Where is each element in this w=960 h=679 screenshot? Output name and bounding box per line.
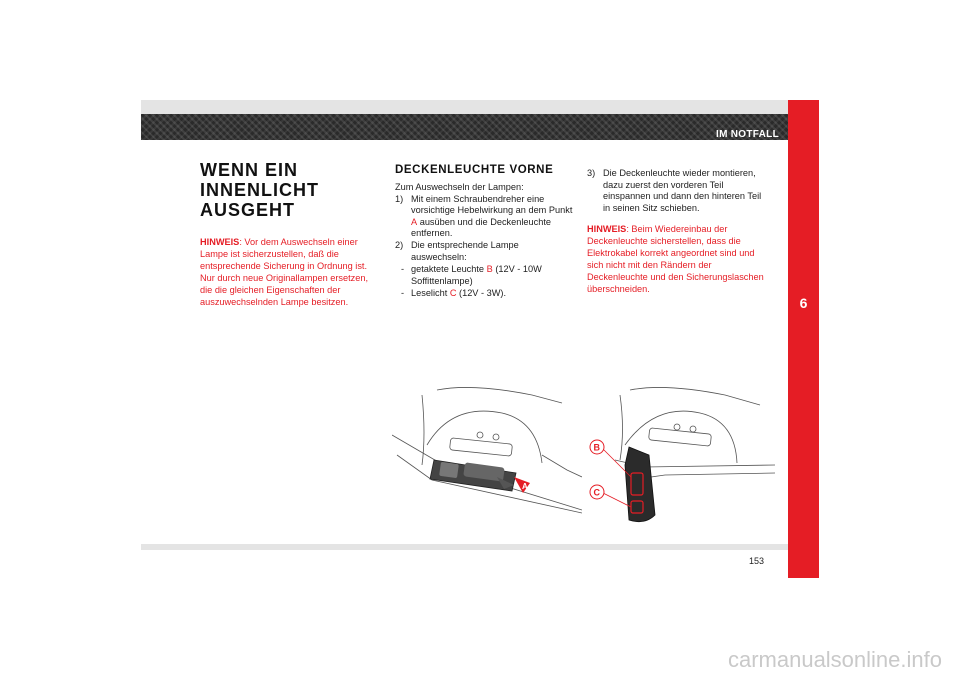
page-number: 153 xyxy=(748,556,764,566)
chapter-side-tab xyxy=(788,100,819,578)
step-text: Die entsprechende Lampe auswechseln: xyxy=(411,239,519,262)
ref-label-a: A xyxy=(411,216,418,227)
note-text: : Beim Wiedereinbau der Deckenleuchte sicherstellen, dass die Elektrokabel korrekt angeordnet sind und sich nicht mit den Rändern der Deckenleuchte und den Sicherungslaschen überschneiden. xyxy=(587,224,764,294)
note-label: HINWEIS xyxy=(200,237,240,247)
step-text: Die Deckenleuchte wieder montieren, dazu zuerst den vorderen Teil einspannen und dann den hinteren Teil in seinen Sitz schieben. xyxy=(603,168,762,213)
step-text: ausüben und die Deckenleuchte entfernen. xyxy=(411,216,551,239)
sub-text: getaktete Leuchte xyxy=(411,264,485,275)
dash: - xyxy=(401,288,405,299)
sub-text: (12V - 10W Soffittenlampe) xyxy=(411,264,542,286)
figure-lamp-removal xyxy=(392,385,582,520)
title-line-1: WENN EIN xyxy=(200,160,298,180)
step-text: Mit einem Schraubendreher eine vorsichtige Hebelwirkung an dem Punkt xyxy=(411,193,573,216)
sub-text: Leselicht xyxy=(411,288,448,299)
title-line-3: AUSGEHT xyxy=(200,200,296,220)
intro-text: Zum Auswechseln der Lampen: xyxy=(395,182,524,192)
step-3 xyxy=(587,168,767,214)
label-b xyxy=(590,440,604,454)
svg-text:C: C xyxy=(593,487,600,498)
header-bar xyxy=(141,114,788,140)
note-paragraph xyxy=(200,236,380,308)
step-1 xyxy=(395,194,575,240)
sub-text: (12V - 3W). xyxy=(459,288,506,299)
note-label: HINWEIS xyxy=(587,224,627,234)
watermark: carmanualsonline.info xyxy=(727,647,942,672)
note-text: : Vor dem Auswechseln einer Lampe ist sicherzustellen, daß die entsprechende Sicherung in Ordnung ist. Nur durch neue Originallampen ersetzen, die die gleichen Eigenschaften der auszuwechselnden Lampe besitzen. xyxy=(200,237,369,307)
header-light-strip xyxy=(141,100,788,114)
sub-item-1 xyxy=(395,264,575,287)
title-line-2: INNENLICHT xyxy=(200,180,319,200)
step-2 xyxy=(395,240,575,263)
figure-bulb-replacement xyxy=(585,385,775,525)
svg-text:A: A xyxy=(522,482,528,491)
footer-bar xyxy=(141,544,788,550)
ref-label-c: C xyxy=(449,288,457,299)
step-number: 3) xyxy=(587,168,596,178)
label-a xyxy=(514,477,530,493)
instructions xyxy=(395,182,575,300)
page-title xyxy=(200,160,390,220)
instructions-continued xyxy=(587,168,767,214)
note-paragraph-2 xyxy=(587,223,767,295)
section-label: IM NOTFALL xyxy=(716,129,779,140)
step-number: 2) xyxy=(395,239,404,250)
dash: - xyxy=(401,264,405,275)
ref-label-b: B xyxy=(486,264,493,275)
chapter-number: 6 xyxy=(799,295,808,311)
section-title: DECKENLEUCHTE VORNE xyxy=(395,164,554,176)
label-c xyxy=(590,485,604,499)
sub-item-2 xyxy=(395,288,575,300)
step-number: 1) xyxy=(395,193,404,204)
svg-text:B: B xyxy=(593,442,600,453)
